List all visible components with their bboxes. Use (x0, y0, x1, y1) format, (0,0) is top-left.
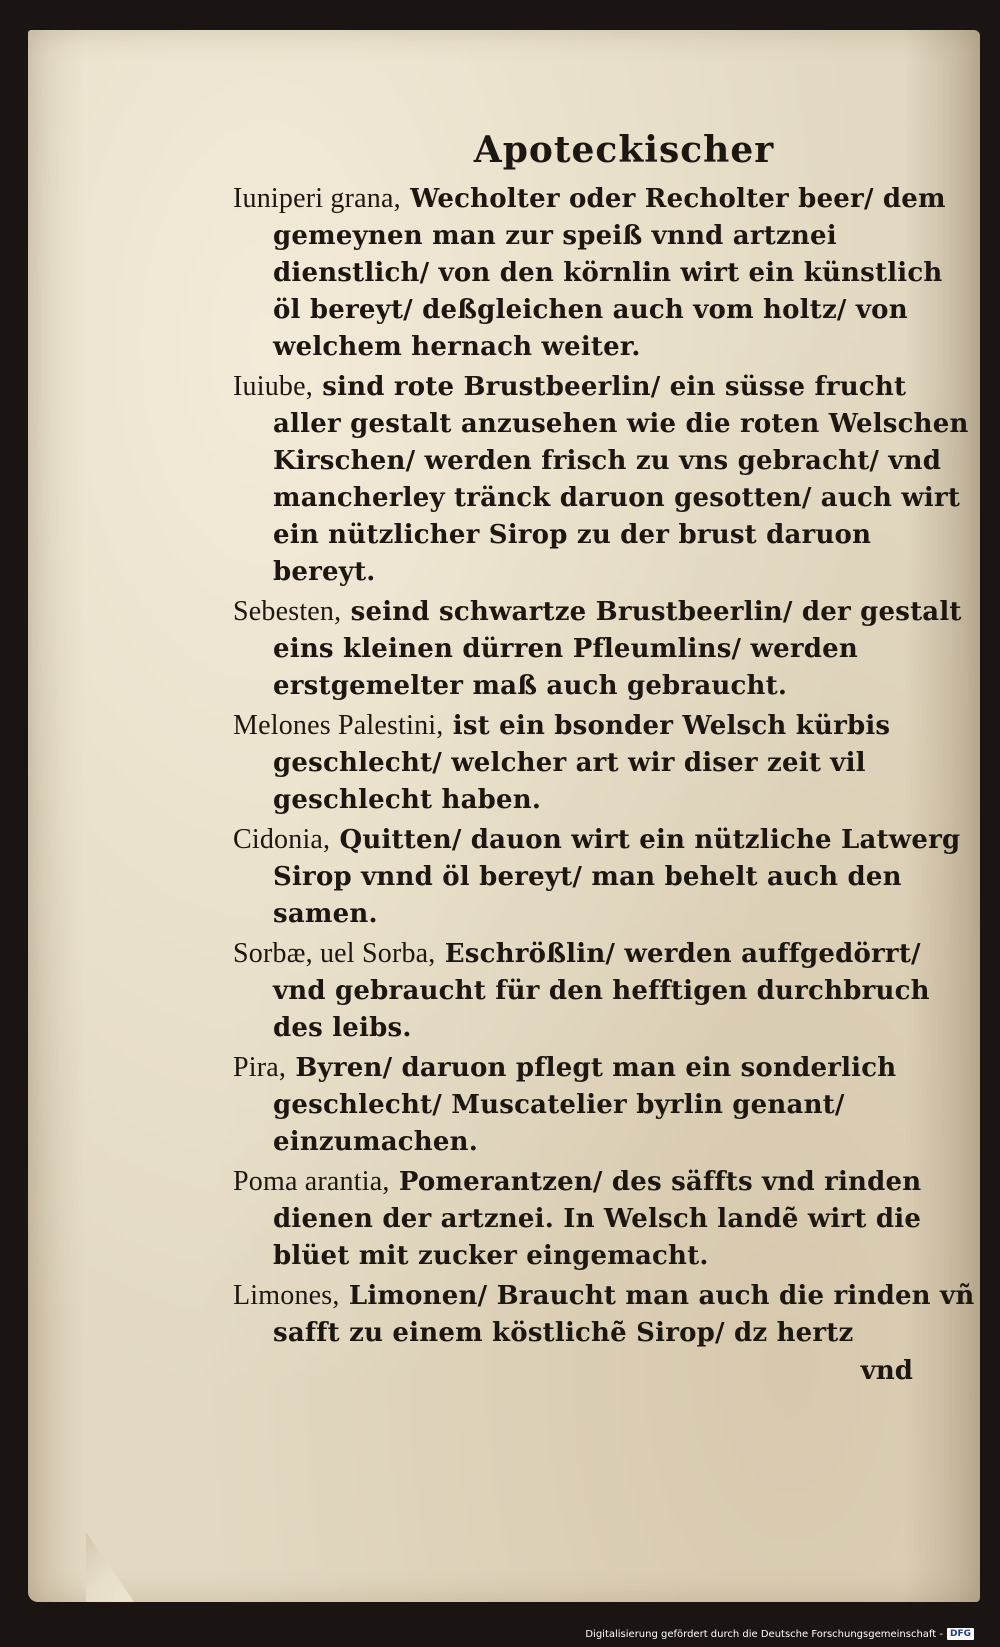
entry-iuiube (233, 368, 975, 591)
entry-term: Iuniperi grana, (233, 183, 401, 214)
entry-sorbae (233, 935, 975, 1047)
entry-sebesten (233, 593, 975, 705)
entry-text: Wecholter oder Recholter beer/ dem gemeynen man zur speiß vnnd artznei dienstlich/ von den körnlin wirt ein künstlich öl bereyt/ deßgleichen auch vom holtz/ von welchem hernach weiter. (273, 184, 946, 362)
entry-term: Cidonia, (233, 824, 331, 855)
credit-text: Digitalisierung gefördert durch die Deutsche Forschungsgemeinschaft - (585, 1628, 943, 1640)
entry-poma-arantia (233, 1163, 975, 1275)
entry-term: Poma arantia, (233, 1166, 390, 1197)
text-block (233, 92, 975, 1388)
entry-text: Pomerantzen/ des säffts vnd rinden dienen der artznei. In Welsch landẽ wirt die blüet mit zucker eingemacht. (273, 1167, 922, 1271)
entry-text: sind rote Brustbeerlin/ ein süsse frucht aller gestalt anzusehen wie die roten Welschen Kirschen/ werden frisch zu vns gebracht/ vnd mancherley tränck daruon gesotten/ auch wirt ein nützlicher Sirop zu der brust daruon bereyt. (273, 372, 969, 587)
entry-melones (233, 707, 975, 819)
entry-term: Melones Palestini, (233, 710, 444, 741)
book-page (28, 30, 980, 1602)
entry-term: Iuiube, (233, 371, 313, 402)
entry-term: Sebesten, (233, 596, 342, 627)
entry-limones (233, 1277, 975, 1352)
entry-iuniperi (233, 180, 975, 366)
entry-term: Limones, (233, 1280, 340, 1311)
entry-text: Eschrößlin/ werden auffgedörrt/ vnd gebraucht für den hefftigen durchbruch des leibs. (273, 939, 930, 1043)
entry-text: ist ein bsonder Welsch kürbis geschlecht/ welcher art wir diser zeit vil geschlecht haben. (273, 711, 891, 815)
folded-page-corner (86, 1532, 134, 1602)
entry-text: Limonen/ Braucht man auch die rinden vñ safft zu einem köstlichẽ Sirop/ dz hertz (273, 1281, 975, 1348)
entry-pira (233, 1049, 975, 1161)
entry-term: Sorbæ, uel Sorba, (233, 938, 436, 969)
digitization-credit (585, 1627, 974, 1641)
catchword: vnd (860, 1356, 913, 1386)
entry-text: seind schwartze Brustbeerlin/ der gestalt eins kleinen dürren Pfleumlins/ werden erstgemelter maß auch gebraucht. (273, 597, 962, 701)
entry-text: Byren/ daruon pflegt man ein sonderlich geschlecht/ Muscatelier byrlin genant/ einzumachen. (273, 1053, 897, 1157)
entry-text: Quitten/ dauon wirt ein nützliche Latwerg Sirop vnnd öl bereyt/ man behelt auch den samen. (273, 825, 961, 929)
entry-term: Pira, (233, 1052, 287, 1083)
entry-cidonia (233, 821, 975, 933)
running-head: Apoteckischer (473, 129, 775, 171)
dfg-logo: DFG (947, 1628, 974, 1640)
